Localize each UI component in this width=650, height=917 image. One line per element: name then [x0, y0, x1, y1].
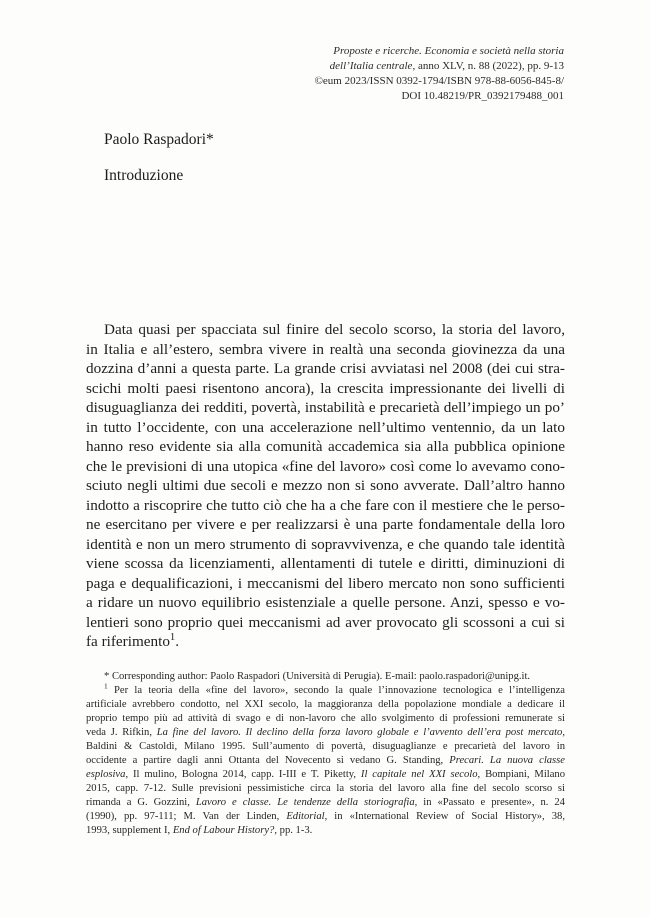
body-line: ne esercitano per vivere e per realizzarsi è una parte fondamentale della loro — [86, 516, 565, 533]
footnote-1-line: 2015, capp. 7-12. Sulle previsioni pessimistiche circa la storia del lavoro alla fine del secolo scorso si — [86, 783, 565, 794]
journal-issue-details: , anno XLV, n. 88 (2022), pp. 9-13 — [412, 60, 564, 72]
body-line: che le previsioni di una utopica «fine del lavoro» così come lo avevamo cono- — [86, 457, 565, 475]
footnote-1-line: Baldini & Castoldi, Milano 1995. Sull’aumento di povertà, disuguaglianze e precarietà del lavoro in — [86, 741, 565, 752]
footnote-text: , in «International Review of Social History», 38, — [324, 811, 565, 822]
body-line: indotto a riscoprire che tutto ciò che ha a che fare con il mestiere che le perso- — [86, 496, 565, 514]
citation-title: esplosiva — [86, 769, 126, 780]
footnote-author: * Corresponding author: Paolo Raspadori (Università di Perugia). E-mail: paolo.raspadori@unipg.it. — [104, 671, 531, 682]
body-paragraph — [86, 320, 565, 652]
footnote-text: , in «Passato e presente», n. 24 — [414, 797, 565, 808]
footnote-text: Per la teoria della «fine del lavoro», secondo la quale l’innovazione tecnologica e l’intelligenza — [114, 685, 565, 696]
journal-title-italic: dell’Italia centrale — [329, 60, 413, 72]
citation-title: Precari. La nuova classe — [449, 755, 566, 766]
footnote-text: , Il mulino, Bologna 2014, capp. I-III e T. Piketty, — [125, 769, 361, 780]
journal-header — [234, 44, 564, 104]
journal-issue-line — [234, 59, 564, 74]
footnote-reference[interactable]: 1 — [169, 631, 176, 643]
footnote-1-line — [86, 768, 565, 782]
footnote-1-line — [86, 796, 565, 810]
body-line: sciuto negli ultimi due secoli e mezzo non si sono avverate. Dall’altro hanno — [86, 477, 565, 494]
footnote-1-line — [86, 754, 565, 768]
footnote-1-line — [86, 681, 565, 698]
footnote-1-line — [86, 810, 565, 824]
footnote-text: veda J. Rifkin, — [86, 727, 157, 738]
footnote-1-line: proprio tempo più ad attività di svago e di non-lavoro che allo svolgimento di professioni remunerate si — [86, 713, 565, 724]
citation-title: Il capitale nel XXI secolo — [360, 769, 478, 780]
footnote-text: 1993, supplement I, — [86, 825, 173, 836]
journal-title-line: Proposte e ricerche. Economia e società nella storia — [333, 45, 564, 57]
body-line: a ridare un nuovo equilibrio esistenziale a quelle persone. Anzi, spesso e vo- — [86, 594, 565, 611]
author-name: Paolo Raspadori* — [104, 131, 214, 148]
citation-title: La fine del lavoro. Il declino della forza lavoro globale e l’avvento dell’era post mercato — [156, 727, 563, 738]
footnote-1-marker: 1 — [104, 681, 108, 691]
citation-title: Editorial — [286, 811, 325, 822]
copyright-isbn-line: ©eum 2023/ISSN 0392-1794/ISBN 978-88-6056-845-8/ — [314, 75, 564, 87]
footnote-1-line — [86, 824, 565, 838]
footnote-1-line — [86, 726, 565, 740]
body-line: fa riferimento$^1$. — [86, 631, 180, 650]
doi-line: DOI 10.48219/PR_0392179488_001 — [401, 90, 564, 102]
citation-title: Lavoro e classe. Le tendenze della storiografia — [195, 797, 415, 808]
body-line: dozzina d’anni a questa parte. La grande crisi avviatasi nel 2008 (dei cui stra- — [86, 360, 565, 377]
body-line: hanno reso evidente sia alla comunità accademica sia alla pubblica opinione — [86, 438, 565, 455]
body-line: in Italia e all’estero, sembra vivere in realtà una seconda giovinezza da una — [86, 340, 565, 358]
body-line: viene scossa da licenziamenti, allentamenti di tutele e diritti, diminuzioni di — [86, 555, 565, 572]
footnote-text: , pp. 1-3. — [274, 825, 313, 836]
body-line: lentieri sono proprio quei meccanismi ad aver provocato gli scossoni a cui si — [86, 613, 565, 631]
section-title: Introduzione — [104, 167, 184, 184]
body-line: in tutto l’occidente, con una accelerazione nell’ultimo ventennio, da un lato — [86, 418, 565, 436]
footnote-text: (1990), pp. 97-111; M. Van der Linden, — [86, 811, 287, 822]
body-line: identità e non un mero strumento di sopravvivenza, e che quando tale identità — [86, 535, 565, 553]
footnote-text: occidente a partire dagli anni Ottanta del Novecento si vedano G. Standing, — [86, 755, 450, 766]
footnote-1-line: artificiale avrebbero condotto, nel XXI secolo, la maggioranza della popolazione mondiale a dedicare il — [86, 699, 565, 710]
footnote-text: rimanda a G. Gozzini, — [86, 797, 196, 808]
body-line: Data quasi per spacciata sul finire del secolo scorso, la storia del lavoro, — [104, 321, 565, 338]
body-line: scichi molti paesi risentono ancora), la crescita impressionante dei livelli di — [86, 379, 565, 397]
citation-title: End of Labour History? — [172, 825, 275, 836]
footnotes — [86, 670, 565, 838]
body-line: paga e dequalificazioni, i meccanismi del libero mercato non sono sufficienti — [86, 574, 565, 592]
footnote-text: , — [562, 727, 566, 738]
footnote-text: , Bompiani, Milano — [477, 769, 566, 780]
body-line-text: fa riferimento — [86, 633, 170, 650]
body-line: disuguaglianza dei redditi, povertà, instabilità e precarietà dell’impiego un po’ — [86, 399, 565, 416]
